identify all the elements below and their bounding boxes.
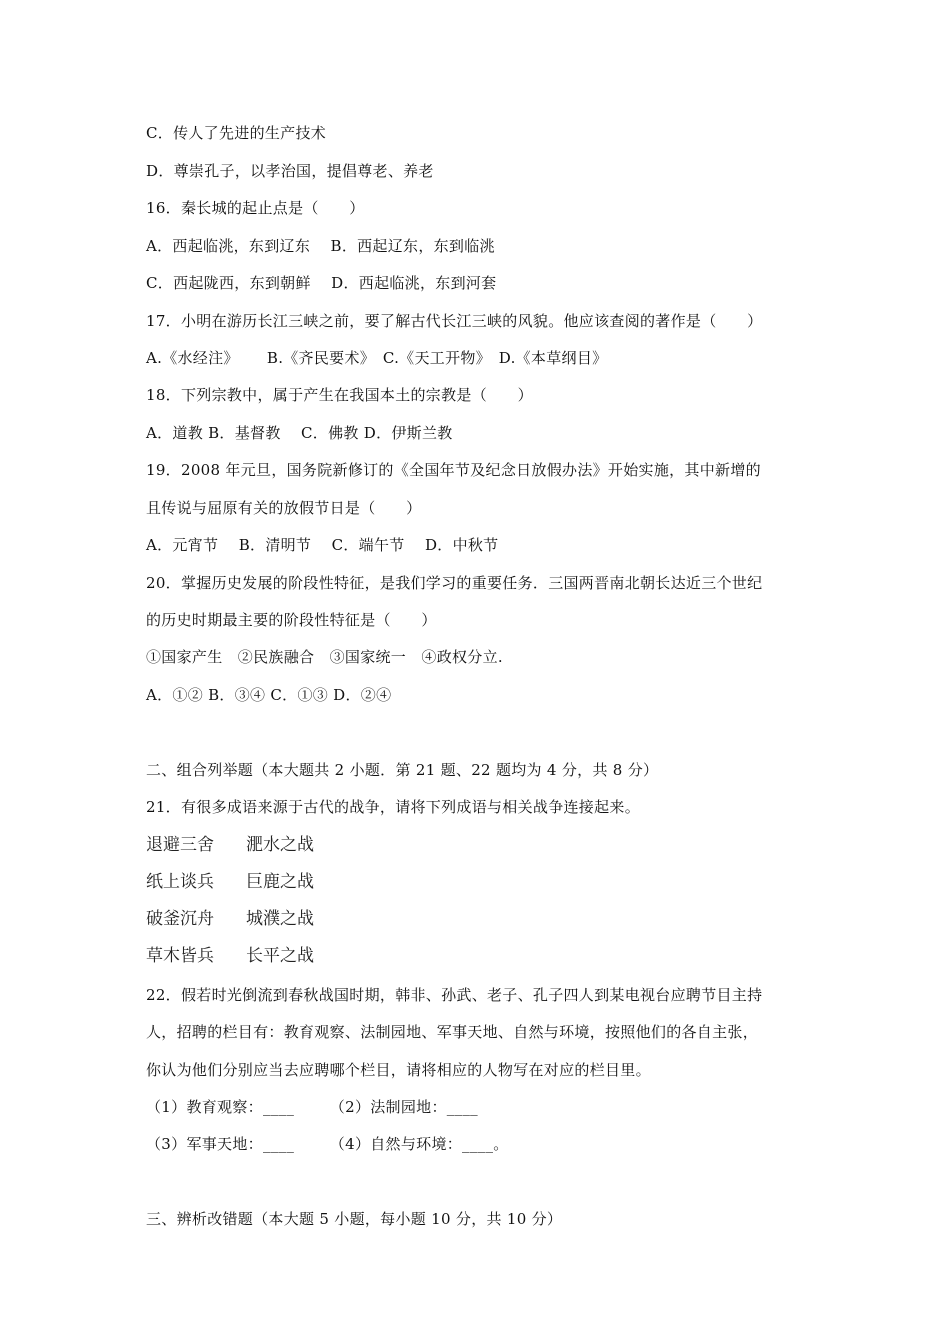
- battle-right-2: 巨鹿之战: [246, 872, 314, 892]
- q18-question: 18．下列宗教中，属于产生在我国本土的宗教是（ ）: [146, 386, 533, 404]
- q19-question-line1: 19．2008 年元旦，国务院新修订的《全国年节及纪念日放假办法》开始实施，其中新增的: [146, 461, 761, 479]
- q21-question: 21．有很多成语来源于古代的战争，请将下列成语与相关战争连接起来。: [146, 798, 640, 816]
- q19-question-line2: 且传说与屈原有关的放假节日是（ ）: [146, 499, 422, 517]
- q22-question-line3: 你认为他们分别应当去应聘哪个栏目，请将相应的人物写在对应的栏目里。: [146, 1061, 651, 1079]
- idiom-left-4: 草木皆兵: [146, 946, 214, 966]
- q16-options-ab: A．西起临洮，东到辽东 B．西起辽东，东到临洮: [146, 237, 495, 255]
- q19-options: A．元宵节 B．清明节 C．端午节 D．中秋节: [146, 536, 499, 554]
- q15-option-c: C．传人了先进的生产技术: [146, 124, 327, 142]
- q18-options: A．道教 B．基督教 C．佛教 D．伊斯兰教: [146, 424, 453, 442]
- q20-question-line2: 的历史时期最主要的阶段性特征是（ ）: [146, 611, 437, 629]
- battle-right-4: 长平之战: [246, 946, 314, 966]
- idiom-left-3: 破釜沉舟: [146, 909, 214, 929]
- q20-items: ①国家产生 ②民族融合 ③国家统一 ④政权分立.: [146, 648, 503, 666]
- idiom-left-2: 纸上谈兵: [146, 872, 214, 892]
- q15-option-d: D．尊崇孔子，以孝治国，提倡尊老、养老: [146, 162, 434, 180]
- q16-question: 16．秦长城的起止点是（ ）: [146, 199, 365, 217]
- section-3-heading: 三、辨析改错题（本大题 5 小题，每小题 10 分，共 10 分）: [146, 1210, 563, 1228]
- q20-options: A．①② B．③④ C．①③ D．②④: [146, 686, 392, 704]
- idiom-left-1: 退避三舍: [146, 835, 214, 855]
- q17-question: 17．小明在游历长江三峡之前，要了解古代长江三峡的风貌。他应该查阅的著作是（ ）: [146, 312, 763, 330]
- q22-answer-row1: （1）教育观察：____ （2）法制园地：____: [146, 1098, 478, 1116]
- q17-options: A.《水经注》 B.《齐民要术》 C.《天工开物》 D.《本草纲目》: [146, 349, 608, 367]
- q22-question-line2: 人，招聘的栏目有：教育观察、法制园地、军事天地、自然与环境，按照他们的各自主张，: [146, 1023, 759, 1041]
- q22-question-line1: 22．假若时光倒流到春秋战国时期，韩非、孙武、老子、孔子四人到某电视台应聘节目主持: [146, 986, 763, 1004]
- q16-options-cd: C．西起陇西，东到朝鲜 D．西起临洮，东到河套: [146, 274, 497, 292]
- section-2-heading: 二、组合列举题（本大题共 2 小题．第 21 题、22 题均为 4 分，共 8 分）: [146, 761, 659, 779]
- q20-question-line1: 20．掌握历史发展的阶段性特征，是我们学习的重要任务．三国两晋南北朝长达近三个世纪: [146, 574, 763, 592]
- battle-right-1: 淝水之战: [246, 835, 314, 855]
- q22-answer-row2: （3）军事天地：____ （4）自然与环境：____。: [146, 1135, 509, 1153]
- battle-right-3: 城濮之战: [246, 909, 314, 929]
